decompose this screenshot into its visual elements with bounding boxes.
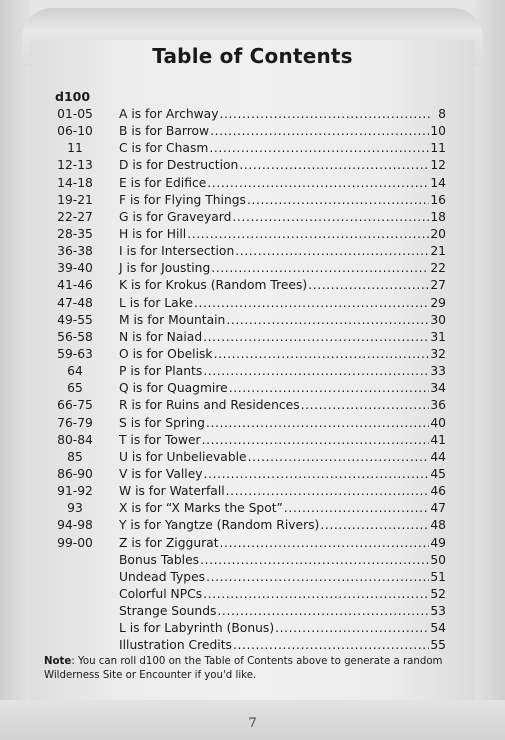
toc-entry-title: Y is for Yangtze (Random Rivers)	[119, 518, 320, 533]
toc-page-number: 52	[430, 586, 446, 601]
toc-leader-dots	[209, 140, 429, 157]
toc-entry	[50, 277, 446, 294]
toc-entry	[50, 552, 446, 569]
toc-entry	[50, 466, 446, 483]
toc-page-number: 49	[430, 535, 446, 550]
toc-page-number: 47	[430, 501, 446, 516]
toc-entry-title: O is for Obelisk	[119, 346, 213, 361]
toc-entry-title: X is for “X Marks the Spot”	[119, 501, 283, 516]
toc-entry-title: Undead Types	[119, 569, 206, 584]
toc-page-number: 55	[430, 638, 446, 653]
toc-entry-title: W is for Waterfall	[119, 484, 225, 499]
toc-roll-range: 28-35	[57, 226, 93, 241]
toc-page-number: 12	[430, 158, 446, 173]
toc-leader-dots	[203, 586, 429, 603]
toc-page-number: 33	[430, 364, 446, 379]
toc-entry-title: N is for Naiad	[119, 329, 203, 344]
toc-entry-title: H is for Hill	[119, 226, 187, 241]
toc-entry	[50, 192, 446, 209]
toc-page-number: 48	[430, 518, 446, 533]
toc-page-number: 8	[438, 107, 446, 121]
footnote	[44, 655, 474, 683]
toc-page-number: 36	[430, 398, 446, 413]
toc-roll-range: 39-40	[57, 261, 93, 276]
toc-page-number: 30	[430, 312, 446, 327]
toc-leader-dots	[232, 209, 429, 226]
toc-entry	[50, 517, 446, 534]
toc-entry	[50, 226, 446, 243]
toc-roll-range: 85	[67, 449, 83, 464]
toc-entry	[50, 175, 446, 192]
toc-entry-title: T is for Tower	[119, 432, 201, 447]
toc-roll-range: 49-55	[57, 312, 93, 327]
toc-roll-range: 86-90	[57, 466, 93, 481]
toc-entry-title: E is for Edifice	[119, 175, 207, 190]
toc-entry-title: L is for Labyrinth (Bonus)	[119, 621, 275, 636]
toc-roll-range: 56-58	[57, 329, 93, 344]
toc-entry	[50, 483, 446, 500]
toc-entry-title: P is for Plants	[119, 364, 203, 379]
toc-leader-dots	[239, 157, 429, 174]
toc-entry-title: F is for Flying Things	[119, 192, 246, 207]
toc-entry-title: C is for Chasm	[119, 141, 209, 156]
toc-entry-title: M is for Mountain	[119, 312, 226, 327]
toc-entry-title: U is for Unbelievable	[119, 449, 247, 464]
page-title: Table of Contents	[152, 44, 353, 68]
toc-leader-dots	[210, 123, 429, 140]
toc-roll-range: 06-10	[57, 124, 93, 139]
toc-entry-title: Bonus Tables	[119, 552, 200, 567]
toc-entry-title: Colorful NPCs	[119, 586, 203, 601]
toc-roll-range: 65	[67, 381, 83, 396]
page-number: 7	[248, 716, 257, 731]
toc-page-number: 34	[430, 381, 446, 396]
toc-leader-dots	[220, 106, 432, 123]
toc-leader-dots	[235, 243, 429, 260]
toc-entry	[50, 637, 446, 654]
toc-entry-title: D is for Destruction	[119, 158, 239, 173]
toc-roll-range: 59-63	[57, 346, 93, 361]
toc-leader-dots	[207, 175, 429, 192]
toc-leader-dots	[206, 415, 429, 432]
toc-entry-title: G is for Graveyard	[119, 209, 232, 224]
toc-leader-dots	[217, 603, 429, 620]
toc-entry	[50, 432, 446, 449]
toc-page-number: 22	[430, 261, 446, 276]
toc-roll-range: 94-98	[57, 518, 93, 533]
toc-entry	[50, 415, 446, 432]
toc-entry-title: Strange Sounds	[119, 604, 217, 619]
toc-page-number: 54	[430, 621, 446, 636]
toc-leader-dots	[226, 312, 429, 329]
toc-roll-range: 91-92	[57, 484, 93, 499]
toc-page-number: 16	[430, 192, 446, 207]
note-label: Note	[44, 656, 72, 667]
toc-entry	[50, 329, 446, 346]
toc-entry	[50, 363, 446, 380]
toc-entry	[50, 260, 446, 277]
toc-roll-range: 01-05	[57, 107, 93, 121]
toc-entry-title: J is for Jousting	[119, 261, 211, 276]
toc-roll-range: 99-00	[57, 535, 93, 550]
toc-entry-title: S is for Spring	[119, 415, 205, 430]
toc-entry	[50, 380, 446, 397]
toc-page-number: 21	[430, 244, 446, 259]
toc-leader-dots	[203, 329, 429, 346]
toc-page-number: 11	[430, 141, 446, 156]
die-column-header: d100	[55, 89, 91, 104]
toc-leader-dots	[220, 535, 430, 552]
toc-leader-dots	[194, 295, 429, 312]
toc-leader-dots	[247, 192, 429, 209]
toc-leader-dots	[284, 500, 429, 517]
toc-leader-dots	[187, 226, 429, 243]
toc-page-number: 45	[430, 466, 446, 481]
toc-roll-range: 66-75	[57, 398, 93, 413]
toc-roll-range: 41-46	[57, 278, 93, 293]
toc-leader-dots	[248, 449, 430, 466]
toc-page-number: 10	[430, 124, 446, 139]
toc-entry	[50, 500, 446, 517]
toc-page-number: 18	[430, 209, 446, 224]
toc-entry	[50, 295, 446, 312]
toc-entry-title: L is for Lake	[119, 295, 193, 310]
toc-entry-title: I is for Intersection	[119, 244, 235, 259]
toc-entry	[50, 209, 446, 226]
toc-page-number: 20	[430, 226, 446, 241]
toc-page-number: 32	[430, 346, 446, 361]
toc-page-number: 50	[430, 552, 446, 567]
toc-roll-range	[50, 620, 100, 637]
toc-leader-dots	[308, 277, 429, 294]
toc-entry	[50, 397, 446, 414]
toc-leader-dots	[301, 397, 430, 414]
toc-entry	[50, 535, 446, 552]
toc-roll-range	[50, 637, 100, 654]
toc-leader-dots	[206, 569, 429, 586]
toc-page-number: 53	[430, 604, 446, 619]
toc-entry-title: V is for Valley	[119, 466, 203, 481]
toc-page-number: 51	[430, 569, 446, 584]
toc-roll-range: 80-84	[57, 432, 93, 447]
scroll-right-roll	[475, 0, 505, 740]
toc-entry	[50, 449, 446, 466]
toc-page-number: 14	[430, 175, 446, 190]
toc-page-number: 40	[430, 415, 446, 430]
toc-roll-range: 93	[67, 501, 83, 516]
toc-entry	[50, 603, 446, 620]
toc-leader-dots	[200, 552, 429, 569]
toc-leader-dots	[203, 363, 429, 380]
toc-leader-dots	[233, 637, 429, 654]
toc-entry	[50, 243, 446, 260]
toc-leader-dots	[202, 432, 430, 449]
toc-entry	[50, 140, 446, 157]
toc-page-number: 46	[430, 484, 446, 499]
toc-entry	[50, 157, 446, 174]
toc-roll-range: 11	[67, 141, 83, 156]
toc-roll-range	[50, 569, 100, 586]
toc-leader-dots	[229, 380, 430, 397]
toc-page-number: 29	[430, 295, 446, 310]
toc-roll-range: 12-13	[57, 158, 93, 173]
toc-entry	[50, 586, 446, 603]
toc-roll-range: 14-18	[57, 175, 93, 190]
toc-entry-title: K is for Krokus (Random Trees)	[119, 278, 308, 293]
toc-roll-range: 76-79	[57, 415, 93, 430]
toc-entry-title: B is for Barrow	[119, 124, 210, 139]
toc-entry	[50, 620, 446, 637]
toc-entry	[50, 312, 446, 329]
note-text: : You can roll d100 on the Table of Contents above to generate a random Wilderness Site or Encounter if you'd like.	[44, 656, 443, 681]
toc-entry-title: Z is for Ziggurat	[119, 535, 219, 550]
toc-leader-dots	[204, 466, 430, 483]
toc-entry	[50, 123, 446, 140]
toc-leader-dots	[275, 620, 429, 637]
toc-entry	[50, 106, 446, 123]
toc-leader-dots	[211, 260, 429, 277]
toc-roll-range: 36-38	[57, 244, 93, 259]
toc-roll-range: 19-21	[57, 192, 93, 207]
toc-entry-title: A is for Archway	[119, 107, 219, 121]
toc-leader-dots	[214, 346, 430, 363]
toc-page-number: 44	[430, 449, 446, 464]
toc-page-number: 41	[430, 432, 446, 447]
toc-entry-title: R is for Ruins and Residences	[119, 398, 300, 413]
toc-roll-range: 22-27	[57, 209, 93, 224]
toc-roll-range	[50, 603, 100, 620]
toc-roll-range	[50, 586, 100, 603]
toc-roll-range: 64	[67, 364, 83, 379]
toc-page-number: 27	[430, 278, 446, 293]
toc-roll-range	[50, 552, 100, 569]
toc-leader-dots	[226, 483, 430, 500]
scroll-left-roll	[0, 0, 30, 740]
toc-entry	[50, 569, 446, 586]
toc-entry	[50, 346, 446, 363]
toc-page-number: 31	[430, 329, 446, 344]
toc-leader-dots	[320, 517, 429, 534]
toc-entry-title: Q is for Quagmire	[119, 381, 228, 396]
table-of-contents	[50, 106, 446, 655]
toc-entry-title: Illustration Credits	[119, 638, 232, 653]
toc-roll-range: 47-48	[57, 295, 93, 310]
